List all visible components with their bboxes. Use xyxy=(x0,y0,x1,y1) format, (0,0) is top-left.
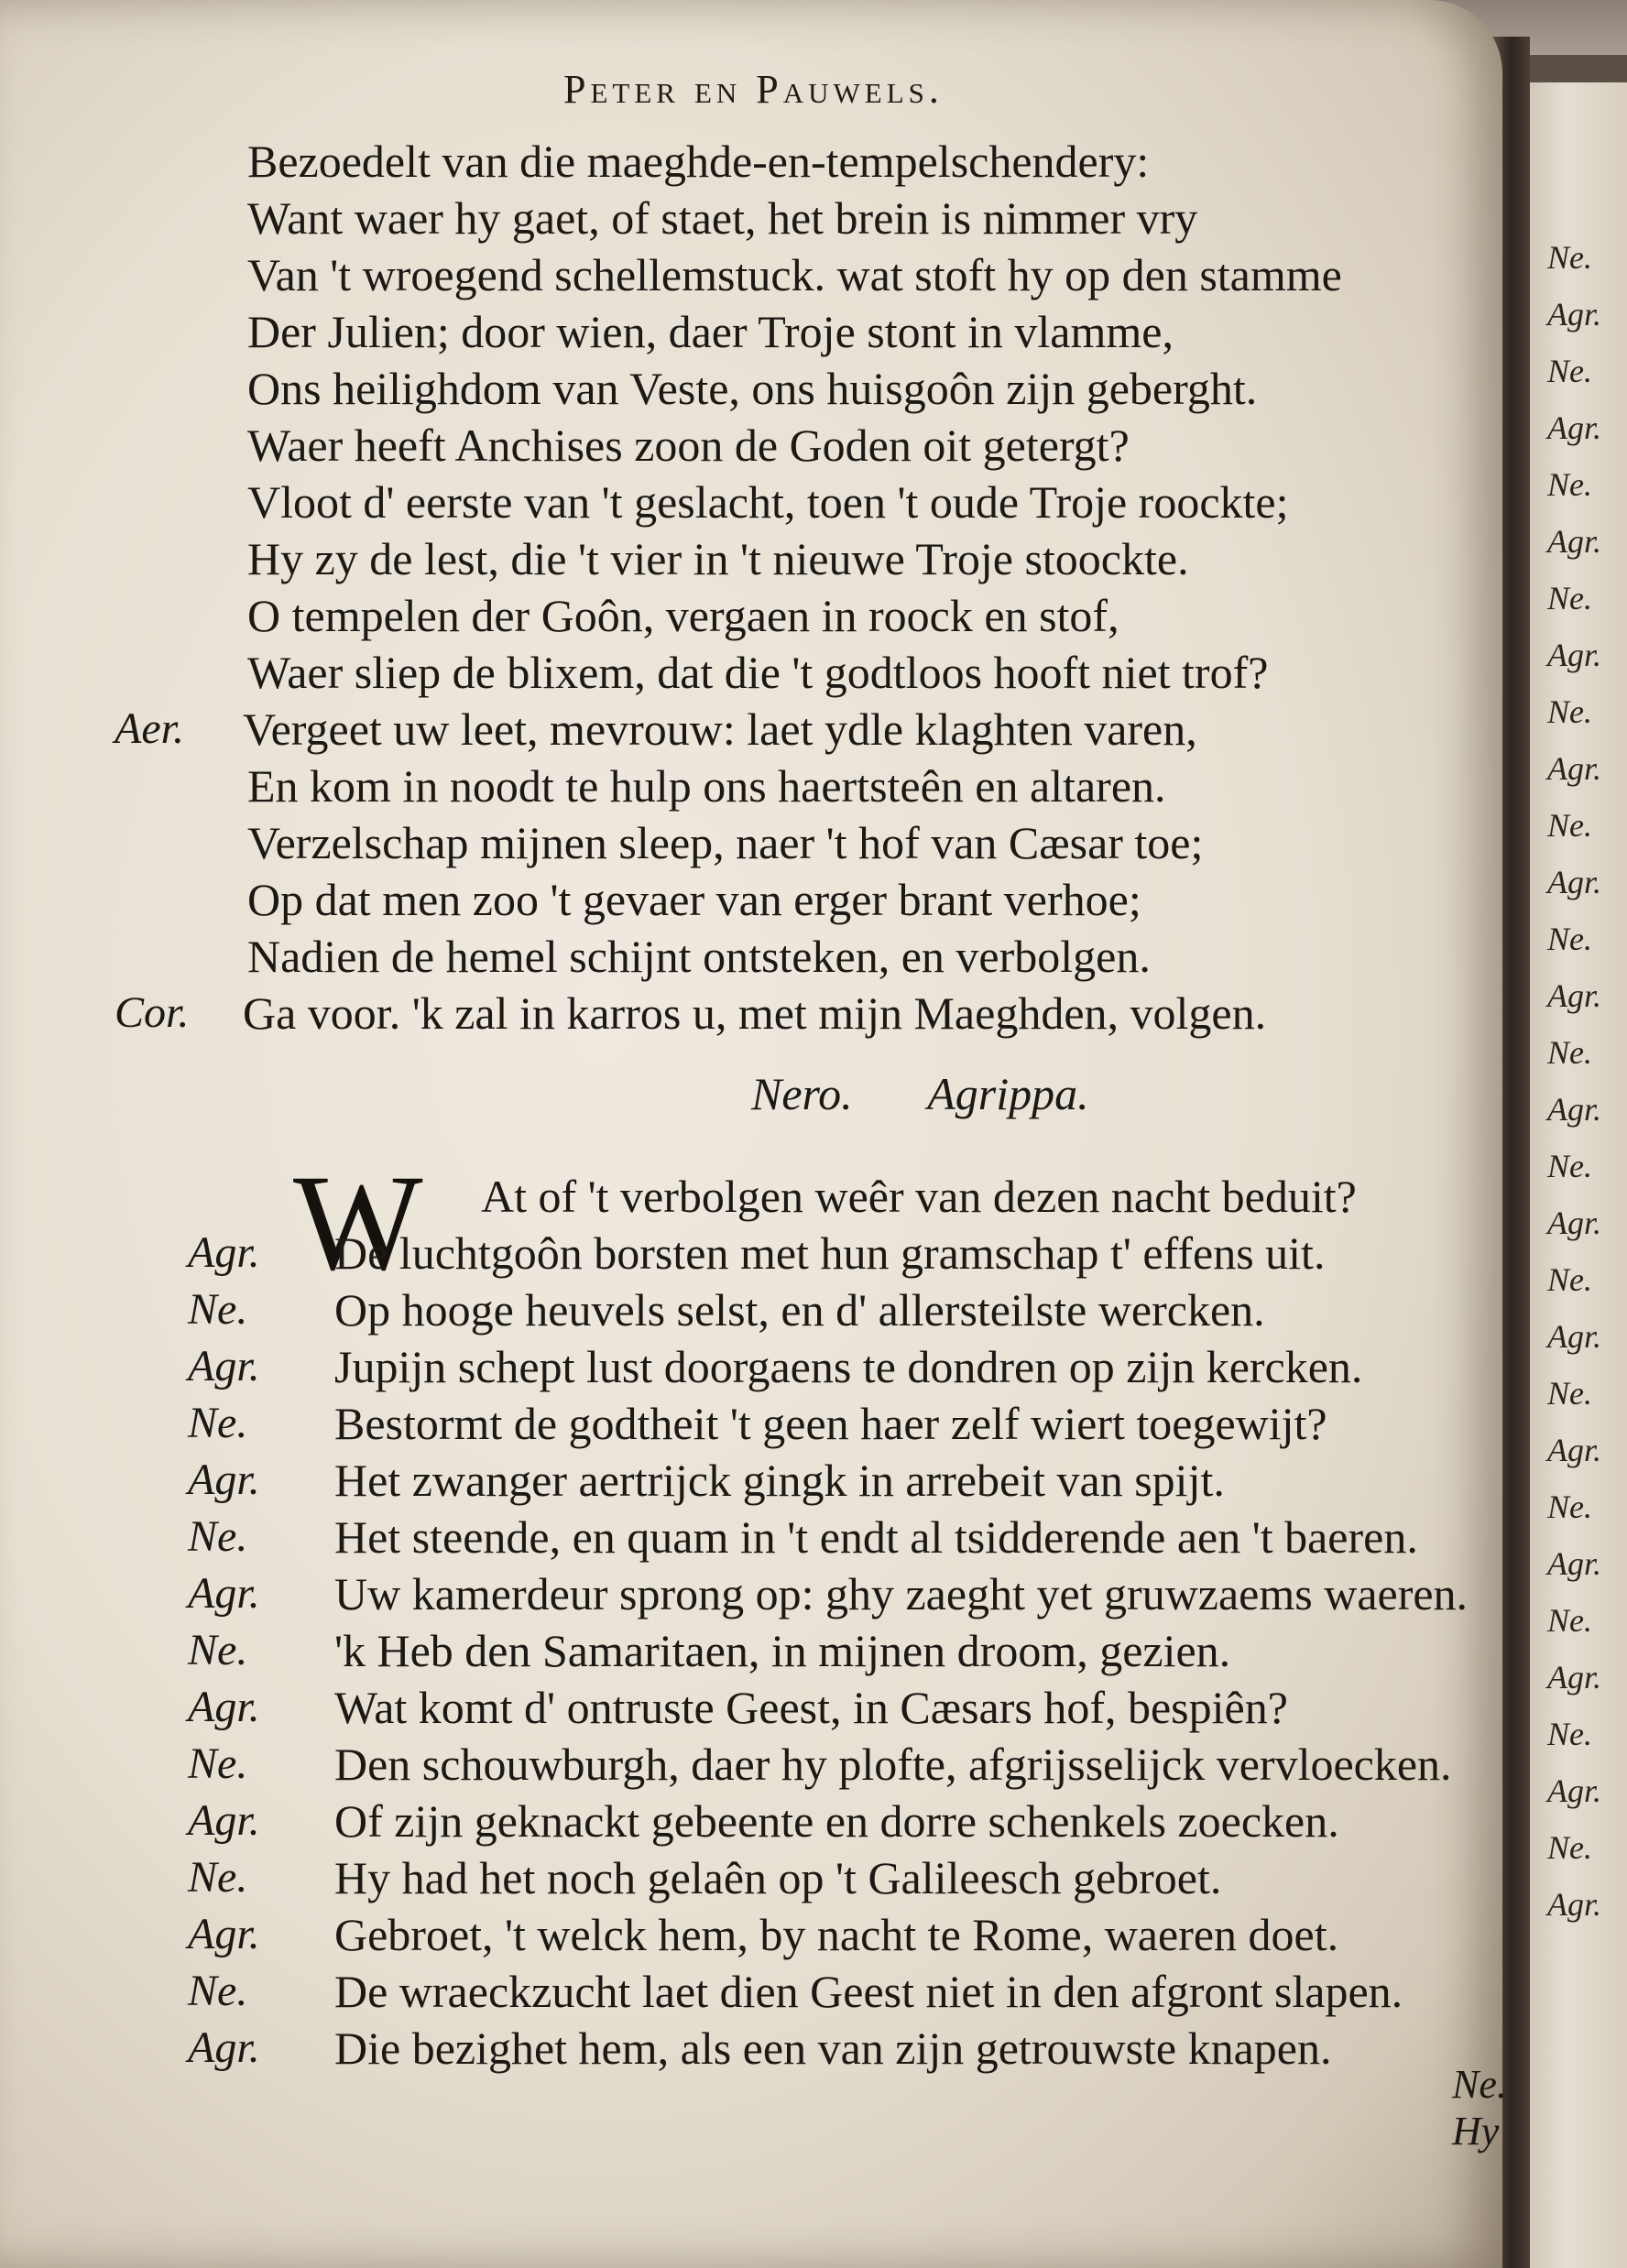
speaker-label: Agr. xyxy=(188,1796,260,1845)
verse-line xyxy=(179,644,1489,701)
verse-text: Die bezighet hem, als een van zijn getrouwste knapen. xyxy=(334,2023,1332,2074)
verse-text: Verzelschap mijnen sleep, naer 't hof van Cæsar toe; xyxy=(247,817,1204,868)
speaker-label: Ne. xyxy=(188,1739,248,1788)
verse-text: Gebroet, 't welck hem, by nacht te Rome, waeren doet. xyxy=(334,1909,1339,1960)
speaker-label: Agr. xyxy=(188,1683,260,1731)
verse-line xyxy=(179,1225,1489,1281)
verse-line xyxy=(115,985,1489,1041)
facing-page-speaker-fragment: Agr. xyxy=(1547,1772,1602,1809)
verse-line xyxy=(115,701,1489,758)
verse-text: Want waer hy gaet, of staet, het brein is nimmer vry xyxy=(247,192,1198,244)
facing-page-speaker-fragment: Ne. xyxy=(1547,1375,1592,1412)
verse-text: Waer sliep de blixem, dat die 't godtloos hooft niet trof? xyxy=(247,647,1269,698)
verse-line xyxy=(179,2020,1489,2077)
facing-page-speaker-fragment: Ne. xyxy=(1547,921,1592,957)
facing-page-speaker-fragment: Ne. xyxy=(1547,239,1592,276)
facing-page-speaker-fragment: Ne. xyxy=(1547,1716,1592,1752)
verse-text: Vergeet uw leet, mevrouw: laet ydle klaghten varen, xyxy=(243,703,1197,755)
verse-line xyxy=(179,1736,1489,1793)
verse-line xyxy=(179,1849,1489,1906)
catchword: Ne. Hy xyxy=(1452,2062,1507,2154)
speaker-label: Agr. xyxy=(188,1569,260,1618)
verse-text: De luchtgoôn borsten met hun gramschap t' effens uit. xyxy=(334,1227,1326,1279)
speaker-label: Agr. xyxy=(188,1342,260,1390)
verse-text: Den schouwburgh, daer hy plofte, afgrijsselijck vervloecken. xyxy=(334,1739,1452,1790)
verse-line xyxy=(179,1509,1489,1565)
facing-page-speaker-fragment: Ne. xyxy=(1547,1034,1592,1071)
verse-line xyxy=(179,1679,1489,1736)
drop-cap-initial: W xyxy=(293,1147,423,1299)
facing-page-speaker-fragment: Agr. xyxy=(1547,1432,1602,1468)
speaker-label: Agr. xyxy=(188,2023,260,2072)
scene-heading xyxy=(751,1067,1153,1120)
running-head: Peter en Pauwels. xyxy=(563,67,944,112)
verse-text: De wraeckzucht laet dien Geest niet in den afgront slapen. xyxy=(334,1966,1403,2017)
verse-text: Ons heilighdom van Veste, ons huisgoôn zijn geberght. xyxy=(247,363,1258,414)
verse-line xyxy=(179,474,1489,530)
facing-page-speaker-fragment: Agr. xyxy=(1547,1091,1602,1128)
speaker-label: Ne. xyxy=(188,1626,248,1674)
verse-line xyxy=(179,587,1489,644)
speaker-label: Agr. xyxy=(188,1456,260,1504)
speaker-label: Ne. xyxy=(188,1967,248,2015)
verse-line xyxy=(179,530,1489,587)
facing-page-speaker-fragment: Agr. xyxy=(1547,977,1602,1014)
verse-line xyxy=(179,1281,1489,1338)
dialogue-block xyxy=(179,1168,1489,2077)
scene-person-agrippa: Agrippa. xyxy=(927,1068,1089,1119)
verse-text: Bestormt de godtheit 't geen haer zelf wiert toegewijt? xyxy=(334,1398,1327,1449)
facing-page-speaker-fragment: Ne. xyxy=(1547,466,1592,503)
verse-text: Op dat men zoo 't gevaer van erger brant verhoe; xyxy=(247,874,1141,925)
speaker-label: Agr. xyxy=(188,1910,260,1958)
facing-page-speaker-fragment: Ne. xyxy=(1547,1261,1592,1298)
verse-line xyxy=(179,246,1489,303)
facing-page-speaker-fragment: Agr. xyxy=(1547,1318,1602,1355)
verse-line xyxy=(179,1963,1489,2020)
verse-text: Vloot d' eerste van 't geslacht, toen 't oude Troje roockte; xyxy=(247,476,1289,528)
facing-page-speaker-fragment: Agr. xyxy=(1547,864,1602,900)
facing-page-speaker-fragment: Agr. xyxy=(1547,750,1602,787)
facing-page-speaker-fragment: Agr. xyxy=(1547,1545,1602,1582)
speaker-label: Ne. xyxy=(188,1853,248,1902)
verse-line xyxy=(179,1565,1489,1622)
verse-text: Van 't wroegend schellemstuck. wat stoft hy op den stamme xyxy=(247,249,1342,300)
verse-text: Bezoedelt van die maeghde-en-tempelschendery: xyxy=(247,136,1150,187)
verse-line xyxy=(179,133,1489,190)
facing-page-speaker-fragment: Agr. xyxy=(1547,1659,1602,1696)
speaker-label: Aer. xyxy=(115,704,184,753)
speaker-label: Ne. xyxy=(188,1399,248,1447)
facing-page-speaker-fragment: Agr. xyxy=(1547,1205,1602,1241)
speaker-label: Cor. xyxy=(115,988,190,1037)
verse-line xyxy=(179,1168,1489,1225)
verse-text: Ga voor. 'k zal in karros u, met mijn Maeghden, volgen. xyxy=(243,987,1267,1039)
verse-line xyxy=(179,1395,1489,1452)
verse-text: Hy had het noch gelaên op 't Galileesch gebroet. xyxy=(334,1852,1222,1903)
facing-page-speaker-fragment: Agr. xyxy=(1547,1886,1602,1923)
speaker-label: Ne. xyxy=(188,1285,248,1334)
facing-page-speaker-fragment: Ne. xyxy=(1547,807,1592,844)
verse-line xyxy=(179,190,1489,246)
verse-text: O tempelen der Goôn, vergaen in roock en stof, xyxy=(247,590,1119,641)
facing-page-edge xyxy=(1525,82,1627,2268)
speaker-label: Agr. xyxy=(188,1228,260,1277)
verse-text: Of zijn geknackt gebeente en dorre schenkels zoecken. xyxy=(334,1795,1339,1847)
verse-text: Wat komt d' ontruste Geest, in Cæsars hof, bespiên? xyxy=(334,1682,1288,1733)
verse-line xyxy=(179,1338,1489,1395)
scene-person-nero: Nero. xyxy=(751,1068,853,1119)
verse-text: Het zwanger aertrijck gingk in arrebeit van spijt. xyxy=(334,1455,1225,1506)
verse-text: Der Julien; door wien, daer Troje stont in vlamme, xyxy=(247,306,1174,357)
facing-page-speaker-fragment: Ne. xyxy=(1547,1148,1592,1184)
facing-page-speaker-fragment: Ne. xyxy=(1547,693,1592,730)
verse-line xyxy=(179,871,1489,928)
verse-text: En kom in noodt te hulp ons haertsteên en altaren. xyxy=(247,760,1166,812)
facing-page-speaker-fragment: Agr. xyxy=(1547,523,1602,560)
verse-text: Waer heeft Anchises zoon de Goden oit getergt? xyxy=(247,420,1130,471)
verse-line xyxy=(179,1622,1489,1679)
verse-line xyxy=(179,303,1489,360)
verse-text: Hy zy de lest, die 't vier in 't nieuwe Troje stoockte. xyxy=(247,533,1189,584)
facing-page-speaker-fragment: Ne. xyxy=(1547,353,1592,389)
verse-text: At of 't verbolgen weêr van dezen nacht beduit? xyxy=(481,1171,1357,1222)
verse-text: Op hooge heuvels selst, en d' allersteilste wercken. xyxy=(334,1284,1265,1336)
speaker-label: Ne. xyxy=(188,1512,248,1561)
facing-page-speaker-fragment: Ne. xyxy=(1547,1602,1592,1639)
facing-page-speaker-fragment: Agr. xyxy=(1547,409,1602,446)
verse-line xyxy=(179,1906,1489,1963)
verse-line xyxy=(179,1452,1489,1509)
verse-line xyxy=(179,928,1489,985)
verse-text: Het steende, en quam in 't endt al tsidderende aen 't baeren. xyxy=(334,1511,1418,1563)
facing-page-speaker-fragment: Ne. xyxy=(1547,580,1592,616)
verse-line xyxy=(179,814,1489,871)
verse-text: Uw kamerdeur sprong op: ghy zaeght yet gruwzaems waeren. xyxy=(334,1568,1469,1619)
verse-text: Nadien de hemel schijnt ontsteken, en verbolgen. xyxy=(247,931,1151,982)
facing-page-speaker-fragment: Ne. xyxy=(1547,1488,1592,1525)
verse-text: Jupijn schept lust doorgaens te dondren op zijn kercken. xyxy=(334,1341,1363,1392)
facing-page-speaker-fragment: Agr. xyxy=(1547,296,1602,333)
verse-text: 'k Heb den Samaritaen, in mijnen droom, gezien. xyxy=(334,1625,1231,1676)
facing-page-speaker-fragment: Agr. xyxy=(1547,637,1602,673)
facing-page-speaker-fragment: Ne. xyxy=(1547,1829,1592,1866)
verse-line xyxy=(179,417,1489,474)
opening-verse-block xyxy=(115,133,1489,1041)
verse-line xyxy=(179,758,1489,814)
verse-line xyxy=(179,1793,1489,1849)
verse-line xyxy=(179,360,1489,417)
